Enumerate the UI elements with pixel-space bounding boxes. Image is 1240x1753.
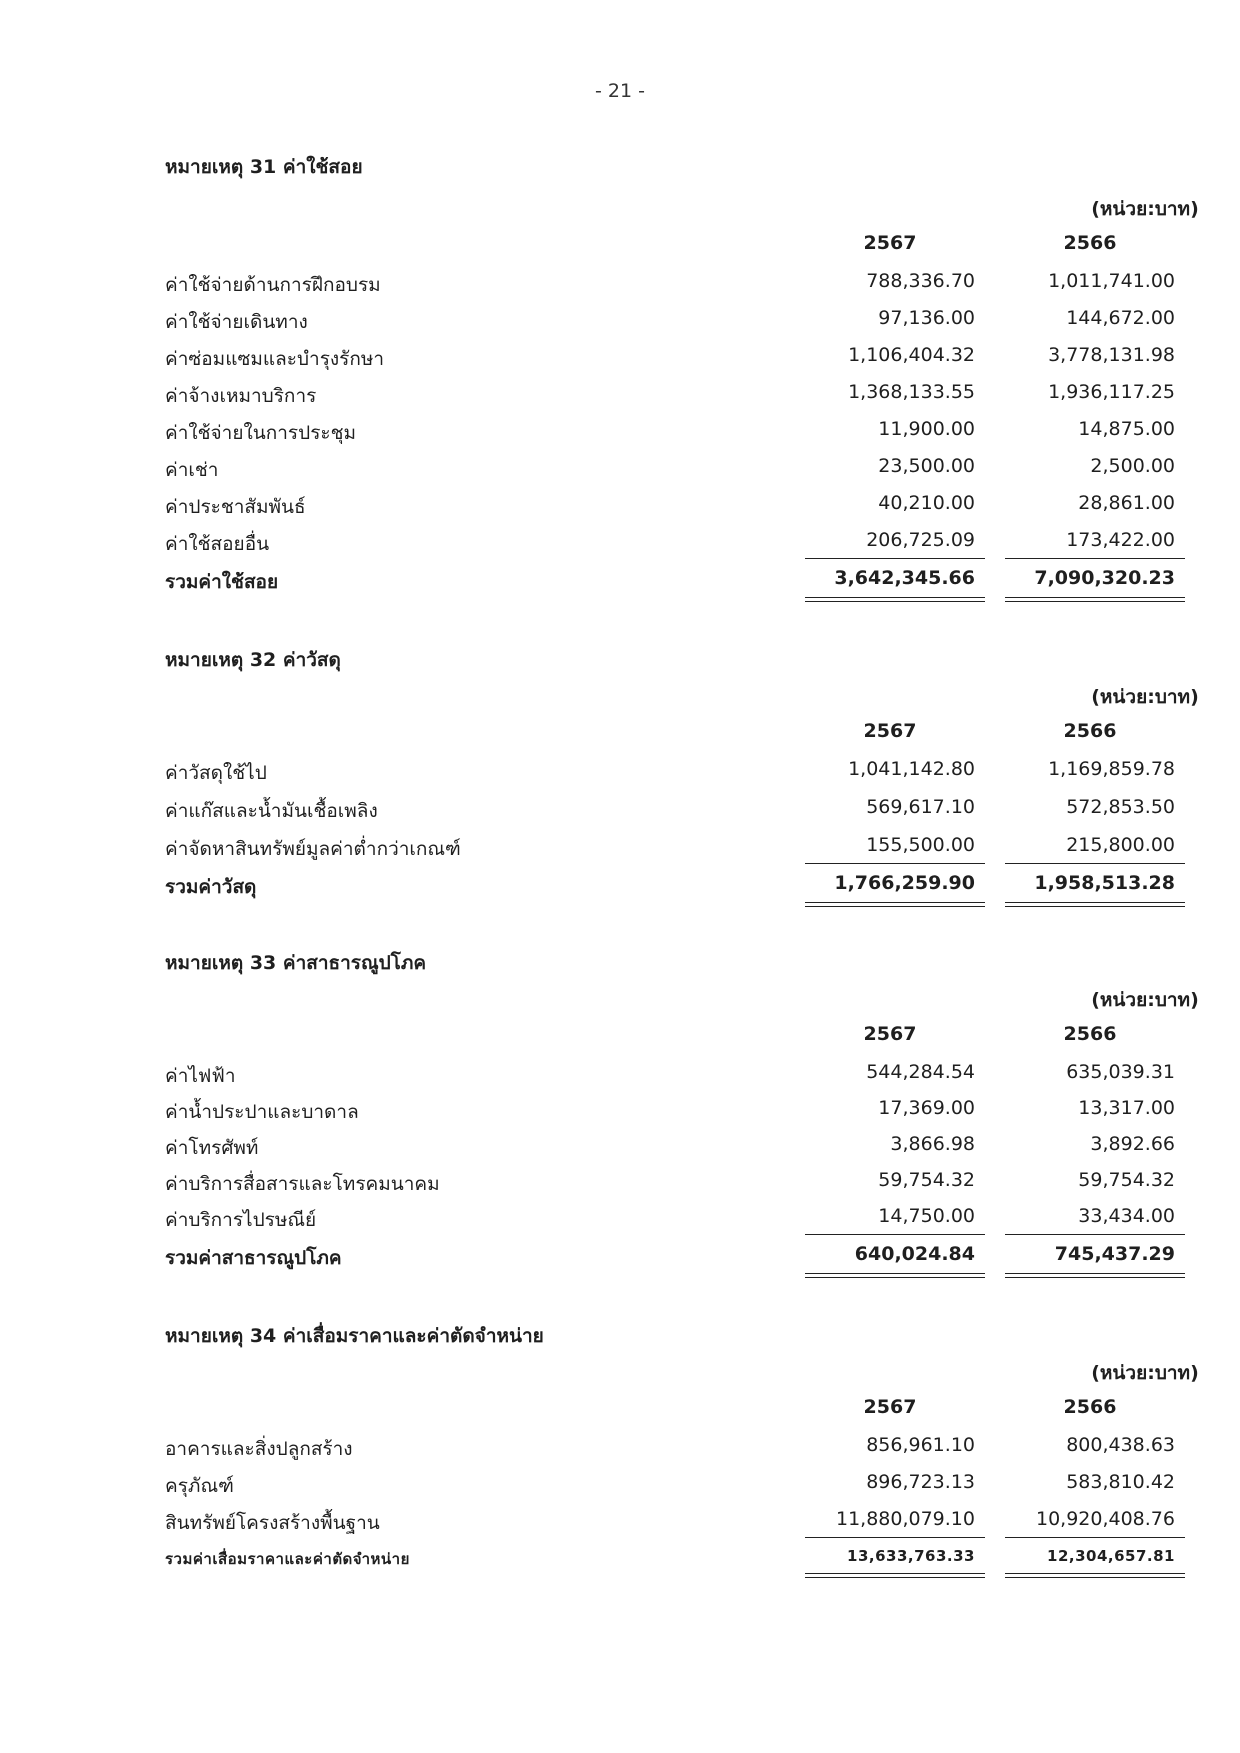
subtotal-rule xyxy=(1005,1537,1185,1538)
year-header-current: 2567 xyxy=(863,1023,917,1045)
total-2566: 12,304,657.81 xyxy=(1047,1547,1175,1565)
row-label: สินทรัพย์โครงสร้างพื้นฐาน xyxy=(165,1512,380,1534)
row-label: ครุภัณฑ์ xyxy=(165,1475,234,1497)
value-2566: 1,936,117.25 xyxy=(1048,381,1175,403)
year-header-current: 2567 xyxy=(863,1396,917,1418)
year-header-current: 2567 xyxy=(863,720,917,742)
total-label: รวมค่าวัสดุ xyxy=(165,876,257,898)
total-2567: 13,633,763.33 xyxy=(847,1547,975,1565)
value-2567: 1,041,142.80 xyxy=(848,758,975,780)
table-row xyxy=(165,418,1180,448)
total-row xyxy=(165,1243,1180,1273)
value-2566: 144,672.00 xyxy=(1066,307,1175,329)
value-2566: 572,853.50 xyxy=(1066,796,1175,818)
row-label: ค่าไฟฟ้า xyxy=(165,1065,236,1087)
value-2567: 206,725.09 xyxy=(866,529,975,551)
value-2566: 13,317.00 xyxy=(1078,1097,1175,1119)
value-2566: 28,861.00 xyxy=(1078,492,1175,514)
row-label: ค่าบริการสื่อสารและโทรคมนาคม xyxy=(165,1173,440,1195)
subtotal-rule xyxy=(805,1234,985,1235)
table-row xyxy=(165,1508,1180,1538)
value-2566: 59,754.32 xyxy=(1078,1169,1175,1191)
table-row xyxy=(165,1097,1180,1127)
year-header-prior: 2566 xyxy=(1063,1023,1117,1045)
value-2567: 856,961.10 xyxy=(866,1434,975,1456)
table-row xyxy=(165,758,1180,788)
note-title: หมายเหตุ 31 ค่าใช้สอย xyxy=(165,156,363,178)
year-header-prior: 2566 xyxy=(1063,1396,1117,1418)
total-label: รวมค่าสาธารณูปโภค xyxy=(165,1247,342,1269)
value-2566: 14,875.00 xyxy=(1078,418,1175,440)
value-2567: 23,500.00 xyxy=(878,455,975,477)
row-label: ค่าใช้จ่ายเดินทาง xyxy=(165,311,308,333)
value-2567: 788,336.70 xyxy=(866,270,975,292)
row-label: ค่าน้ำประปาและบาดาล xyxy=(165,1101,359,1123)
value-2567: 17,369.00 xyxy=(878,1097,975,1119)
value-2566: 3,892.66 xyxy=(1090,1133,1175,1155)
total-double-rule xyxy=(805,902,985,907)
subtotal-rule xyxy=(1005,558,1185,559)
unit-label: (หน่วย:บาท) xyxy=(1091,1362,1199,1384)
value-2566: 33,434.00 xyxy=(1078,1205,1175,1227)
table-row xyxy=(165,492,1180,522)
total-double-rule xyxy=(1005,1573,1185,1578)
subtotal-rule xyxy=(805,863,985,864)
value-2567: 11,880,079.10 xyxy=(835,1508,975,1530)
unit-label: (หน่วย:บาท) xyxy=(1091,686,1199,708)
table-row xyxy=(165,344,1180,374)
value-2567: 59,754.32 xyxy=(878,1169,975,1191)
table-row xyxy=(165,796,1180,826)
year-header-current: 2567 xyxy=(863,232,917,254)
total-double-rule xyxy=(1005,902,1185,907)
table-row xyxy=(165,1205,1180,1235)
value-2566: 635,039.31 xyxy=(1066,1061,1175,1083)
row-label: ค่าใช้สอยอื่น xyxy=(165,533,270,555)
row-label: ค่าซ่อมแซมและบำรุงรักษา xyxy=(165,348,385,370)
value-2566: 1,011,741.00 xyxy=(1048,270,1175,292)
table-row xyxy=(165,381,1180,411)
total-label: รวมค่าเสื่อมราคาและค่าตัดจำหน่าย xyxy=(165,1550,410,1568)
subtotal-rule xyxy=(805,558,985,559)
table-row xyxy=(165,1133,1180,1163)
table-row xyxy=(165,834,1180,864)
table-row xyxy=(165,1434,1180,1464)
row-label: อาคารและสิ่งปลูกสร้าง xyxy=(165,1438,353,1460)
value-2567: 896,723.13 xyxy=(866,1471,975,1493)
value-2567: 3,866.98 xyxy=(890,1133,975,1155)
total-2566: 1,958,513.28 xyxy=(1034,872,1175,894)
value-2566: 10,920,408.76 xyxy=(1035,1508,1175,1530)
value-2567: 569,617.10 xyxy=(866,796,975,818)
page-number: - 21 - xyxy=(595,80,645,102)
total-2567: 3,642,345.66 xyxy=(834,567,975,589)
value-2567: 1,106,404.32 xyxy=(848,344,975,366)
year-header-prior: 2566 xyxy=(1063,232,1117,254)
total-2567: 640,024.84 xyxy=(854,1243,975,1265)
row-label: ค่าวัสดุใช้ไป xyxy=(165,762,267,784)
total-label: รวมค่าใช้สอย xyxy=(165,571,279,593)
note-title: หมายเหตุ 32 ค่าวัสดุ xyxy=(165,649,341,671)
total-double-rule xyxy=(805,597,985,602)
total-2566: 7,090,320.23 xyxy=(1034,567,1175,589)
table-row xyxy=(165,1061,1180,1091)
row-label: ค่าแก๊สและน้ำมันเชื้อเพลิง xyxy=(165,800,378,822)
value-2567: 155,500.00 xyxy=(866,834,975,856)
row-label: ค่าจ้างเหมาบริการ xyxy=(165,385,317,407)
year-header-prior: 2566 xyxy=(1063,720,1117,742)
total-double-rule xyxy=(805,1273,985,1278)
total-2566: 745,437.29 xyxy=(1054,1243,1175,1265)
total-double-rule xyxy=(1005,597,1185,602)
value-2566: 2,500.00 xyxy=(1090,455,1175,477)
value-2566: 583,810.42 xyxy=(1066,1471,1175,1493)
table-row xyxy=(165,1471,1180,1501)
row-label: ค่าโทรศัพท์ xyxy=(165,1137,259,1159)
subtotal-rule xyxy=(1005,863,1185,864)
note-title: หมายเหตุ 33 ค่าสาธารณูปโภค xyxy=(165,952,427,974)
row-label: ค่าใช้จ่ายด้านการฝึกอบรม xyxy=(165,274,381,296)
unit-label: (หน่วย:บาท) xyxy=(1091,989,1199,1011)
row-label: ค่าเช่า xyxy=(165,459,219,481)
unit-label: (หน่วย:บาท) xyxy=(1091,198,1199,220)
value-2566: 800,438.63 xyxy=(1066,1434,1175,1456)
table-row xyxy=(165,1169,1180,1199)
total-2567: 1,766,259.90 xyxy=(834,872,975,894)
value-2566: 1,169,859.78 xyxy=(1048,758,1175,780)
value-2567: 97,136.00 xyxy=(878,307,975,329)
subtotal-rule xyxy=(805,1537,985,1538)
value-2567: 1,368,133.55 xyxy=(848,381,975,403)
row-label: ค่าใช้จ่ายในการประชุม xyxy=(165,422,357,444)
value-2567: 544,284.54 xyxy=(866,1061,975,1083)
row-label: ค่าบริการไปรษณีย์ xyxy=(165,1209,317,1231)
row-label: ค่าประชาสัมพันธ์ xyxy=(165,496,306,518)
value-2566: 3,778,131.98 xyxy=(1048,344,1175,366)
row-label: ค่าจัดหาสินทรัพย์มูลค่าต่ำกว่าเกณฑ์ xyxy=(165,838,461,860)
value-2567: 14,750.00 xyxy=(878,1205,975,1227)
value-2567: 40,210.00 xyxy=(878,492,975,514)
total-row xyxy=(165,567,1180,597)
table-row xyxy=(165,307,1180,337)
value-2567: 11,900.00 xyxy=(878,418,975,440)
value-2566: 215,800.00 xyxy=(1066,834,1175,856)
total-row xyxy=(165,872,1180,902)
table-row xyxy=(165,270,1180,300)
value-2566: 173,422.00 xyxy=(1066,529,1175,551)
table-row xyxy=(165,529,1180,559)
note-title: หมายเหตุ 34 ค่าเสื่อมราคาและค่าตัดจำหน่าย xyxy=(165,1325,544,1347)
total-double-rule xyxy=(1005,1273,1185,1278)
total-double-rule xyxy=(805,1573,985,1578)
subtotal-rule xyxy=(1005,1234,1185,1235)
table-row xyxy=(165,455,1180,485)
